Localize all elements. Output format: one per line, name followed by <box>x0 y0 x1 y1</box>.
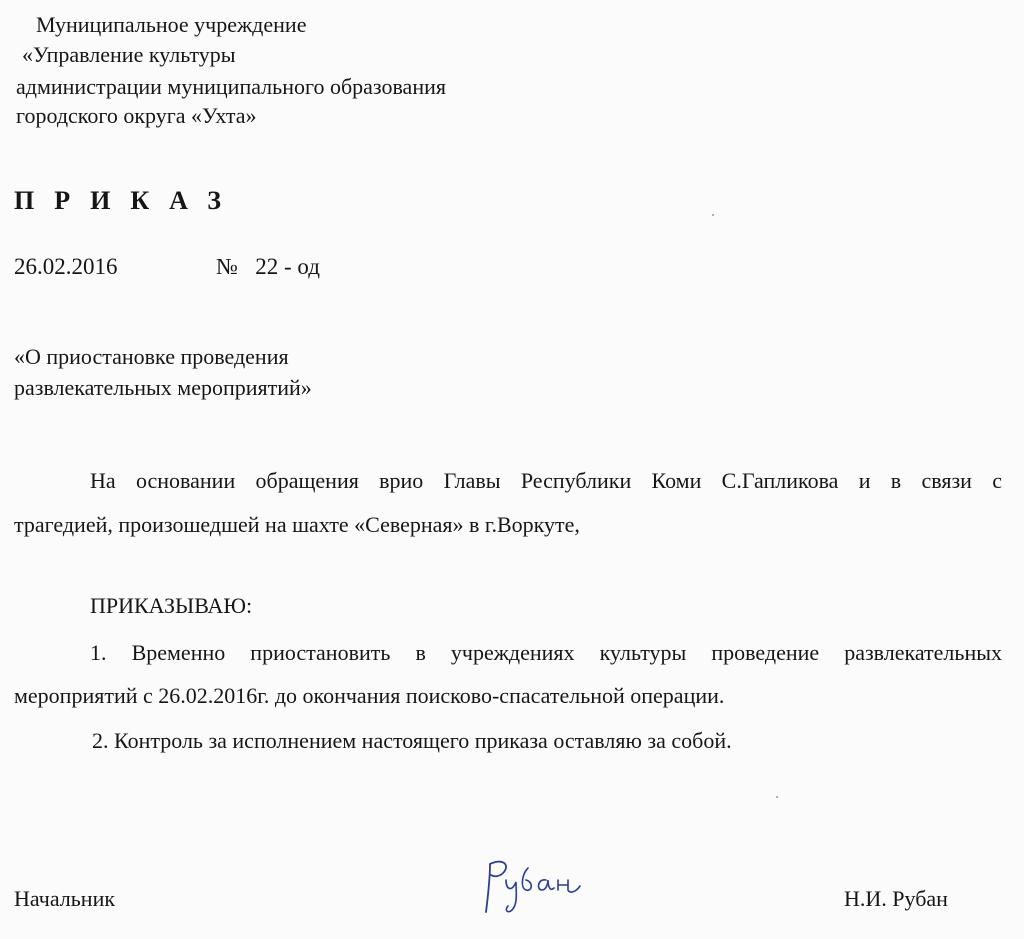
org-line-2: «Управление культуры <box>22 42 236 67</box>
signatory-name: Н.И. Рубан <box>844 886 948 911</box>
order-item-2: 2. Контроль за исполнением настоящего приказа оставляю за собой. <box>92 728 732 753</box>
basis-paragraph-line-1: На основании обращения врио Главы Республики Коми С.Гапликова и в связи с <box>90 468 1002 493</box>
basis-paragraph-line-2: трагедией, произошедшей на шахте «Северная» в г.Воркуте, <box>14 512 580 537</box>
document-number: № 22 - од <box>216 254 320 279</box>
handwritten-signature <box>476 850 586 920</box>
order-item-1-line-2: мероприятий с 26.02.2016г. до окончания поисково-спасательной операции. <box>14 683 725 708</box>
org-line-3: администрации муниципального образования <box>16 74 446 99</box>
document-title: ПРИКАЗ <box>14 186 242 215</box>
order-word: ПРИКАЗЫВАЮ: <box>90 593 253 618</box>
subject-line-2: развлекательных мероприятий» <box>14 375 312 400</box>
paper-speck <box>776 796 778 798</box>
paper-speck <box>712 214 714 216</box>
org-line-4: городского округа «Ухта» <box>16 103 257 128</box>
signatory-position: Начальник <box>14 886 116 911</box>
order-item-1-line-1: 1. Временно приостановить в учреждениях культуры проведение развлекательных <box>90 640 1002 665</box>
subject-line-1: «О приостановке проведения <box>14 344 289 369</box>
document-date: 26.02.2016 <box>14 254 118 279</box>
org-line-1: Муниципальное учреждение <box>36 12 307 37</box>
